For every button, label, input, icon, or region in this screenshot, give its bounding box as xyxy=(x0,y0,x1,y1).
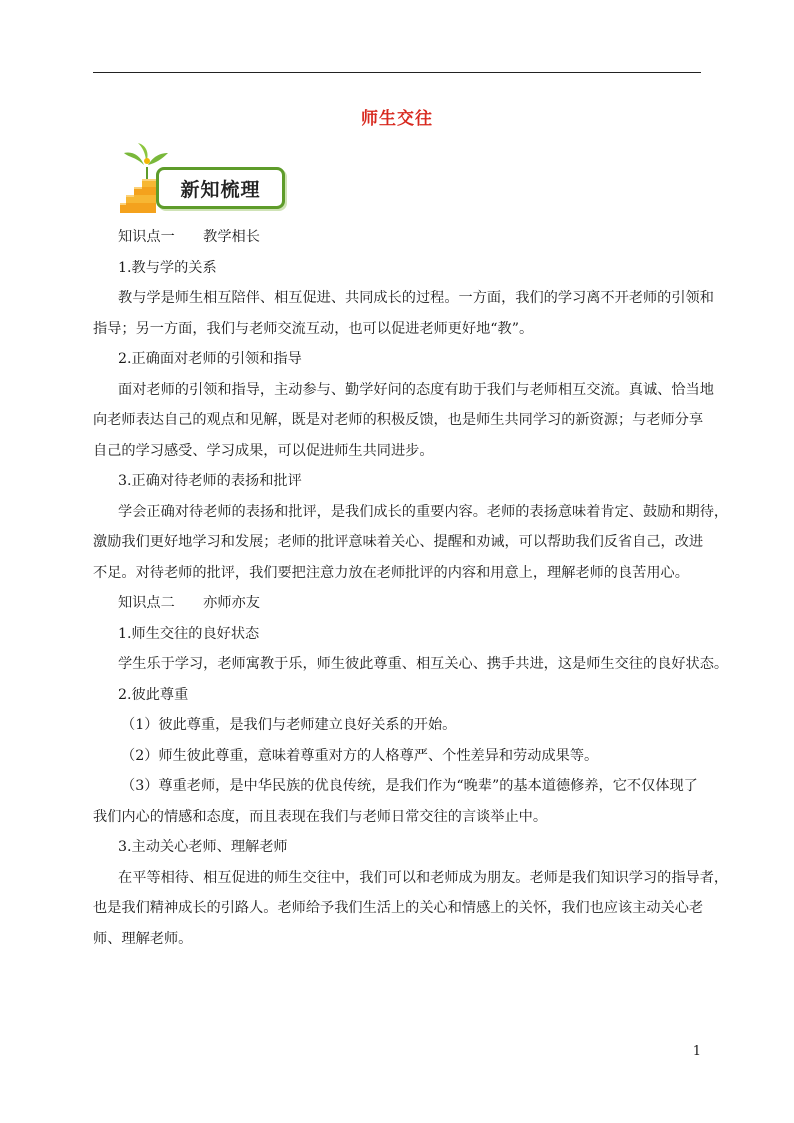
body-line: 3.正确对待老师的表扬和批评 xyxy=(118,473,302,489)
header-rule xyxy=(93,72,701,73)
body-line: 3.主动关心老师、理解老师 xyxy=(118,839,288,855)
body-line: （1）彼此尊重，是我们与老师建立良好关系的开始。 xyxy=(121,717,457,733)
body-line: 2.正确面对老师的引领和指导 xyxy=(118,351,302,367)
banner-label: 新知梳理 xyxy=(180,178,261,201)
document-body xyxy=(93,222,729,954)
body-line: （3）尊重老师，是中华民族的优良传统，是我们作为“晚辈”的基本道德修养，它不仅体现了 xyxy=(121,778,698,794)
body-line: 也是我们精神成长的引路人。老师给予我们生活上的关心和情感上的关怀，我们也应该主动关心老 xyxy=(93,900,704,916)
body-line: 2.彼此尊重 xyxy=(118,686,189,703)
body-line: 不足。对待老师的批评，我们要把注意力放在老师批评的内容和用意上，理解老师的良苦用心。 xyxy=(93,564,689,581)
section-banner xyxy=(120,143,285,215)
body-line: 师、理解老师。 xyxy=(93,930,193,947)
body-line: 面对老师的引领和指导，主动参与、勤学好问的态度有助于我们与老师相互交流。真诚、恰当地 xyxy=(118,381,714,398)
body-line: 自己的学习感受、学习成果，可以促进师生共同进步。 xyxy=(93,442,434,459)
body-line: 知识点一 教学相长 xyxy=(118,229,260,245)
body-line: 指导；另一方面，我们与老师交流互动，也可以促进老师更好地“教”。 xyxy=(93,320,534,337)
body-line: 教与学是师生相互陪伴、相互促进、共同成长的过程。一方面，我们的学习离不开老师的引领和 xyxy=(118,290,714,306)
body-line: 学会正确对待老师的表扬和批评，是我们成长的重要内容。老师的表扬意味着肯定、鼓励和期待， xyxy=(118,503,729,520)
body-line: 知识点二 亦师亦友 xyxy=(118,595,260,611)
body-line: 激励我们更好地学习和发展；老师的批评意味着关心、提醒和劝诫，可以帮助我们反省自己，改进 xyxy=(93,534,704,550)
body-line: 我们内心的情感和态度，而且表现在我们与老师日常交往的言谈举止中。 xyxy=(93,808,548,825)
body-line: 1.师生交往的良好状态 xyxy=(118,625,260,642)
page-title: 师生交往 xyxy=(361,109,433,129)
body-line: 在平等相待、相互促进的师生交往中，我们可以和老师成为朋友。老师是我们知识学习的指导者， xyxy=(118,869,729,886)
body-line: （2）师生彼此尊重，意味着尊重对方的人格尊严、个性差异和劳动成果等。 xyxy=(121,747,599,764)
banner-box xyxy=(156,167,285,209)
page-number: 1 xyxy=(692,1044,701,1059)
body-line: 学生乐于学习，老师寓教于乐，师生彼此尊重、相互关心、携手共进，这是师生交往的良好状态。 xyxy=(118,656,729,672)
body-line: 向老师表达自己的观点和见解，既是对老师的积极反馈，也是师生共同学习的新资源；与老师分享 xyxy=(93,412,704,428)
body-line: 1.教与学的关系 xyxy=(118,259,217,276)
